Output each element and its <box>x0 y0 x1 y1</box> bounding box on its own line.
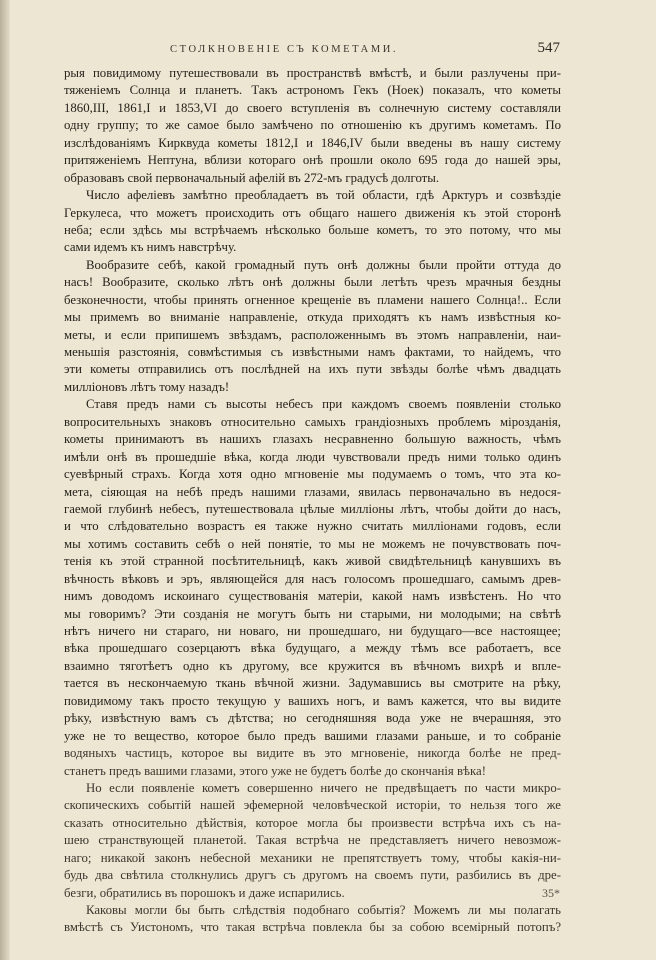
text-line: вмѣстѣ съ Уистономъ, что такая встрѣча повлекла бы за собою всемірный потопъ? <box>64 920 561 935</box>
text-line: суевѣрный страхъ. Когда хотя одно мгновеніе мы подумаемъ о томъ, что эта ко- <box>64 467 561 482</box>
text-line: шею странствующей планетой. Такая встрѣча не представляетъ ничего невозмож- <box>64 833 561 848</box>
text-line: рыя повидимому путешествовали въ пространствѣ вмѣстѣ, и были разлучены при- <box>64 66 561 80</box>
text-line: вопросительныхъ знаковъ относительно самыхъ грандіозныхъ проблемъ мірозданія, <box>64 414 561 429</box>
page-number: 547 <box>537 40 560 56</box>
text-line: взаимно тяготѣетъ одно къ другому, все кружится въ вѣчномъ вихрѣ и вплe- <box>64 658 561 673</box>
text-line: нимъ доводомъ искоинаго существованія матеріи, какой намъ извѣстенъ. Но что <box>64 589 561 604</box>
text-line: сами идемъ къ нимъ навстрѣчу. <box>64 240 237 255</box>
text-line: эти кометы отправились отъ послѣдней на ихъ пути звѣзды болѣе чѣмъ двадцать <box>64 362 561 377</box>
text-line: скопическихъ событій нашей эфемерной человѣческой исторіи, то нельзя того же <box>64 798 561 813</box>
text-line: тенія къ этой странной посѣтительницѣ, какъ живой свидѣтельницѣ канувшихъ въ <box>64 554 561 569</box>
text-line: мета, сіяющая на небѣ предъ нашими глазами, явилась первоначально въ недося- <box>64 484 561 499</box>
text-line: Число афеліевъ замѣтно преобладаетъ въ той области, гдѣ Арктуръ и созвѣздіе <box>86 188 561 203</box>
text-line: Геркулеса, что можетъ происходить отъ общаго нашего движенія къ этой сторонѣ <box>64 205 561 220</box>
text-line: вѣчность вѣковъ и эръ, являющейся для насъ голосомъ прошедшаго, самымъ древ- <box>64 571 561 586</box>
text-line: нѣтъ ничего ни стараго, ни новаго, ни прошедшаго, ни будущаго—все настоящее; <box>64 624 561 638</box>
text-line: изслѣдованіямъ Кирквуда кометы 1812,I и 1846,IV были введены въ нашу систему <box>64 135 561 150</box>
text-line: насъ! Вообразите, сколько лѣтъ онѣ должны были летѣть чрезъ мрачныя бездны <box>64 275 561 290</box>
text-line: мы хотимъ составить себѣ о ней понятіе, то мы не можемъ не почувствовать поч- <box>64 536 561 551</box>
text-line: притяженіемъ Нептуна, вблизи котораго онѣ прошли около 695 года до нашей эры, <box>64 153 561 168</box>
body-text <box>64 65 561 937</box>
text-line: и что слѣдовательно возрастъ ея также нужно считать милліонами годовъ, если <box>64 519 561 534</box>
running-head: СТОЛКНОВЕНІЕ СЪ КОМЕТАМИ. <box>170 44 399 55</box>
text-line: повидимому такъ просто текущую у вашихъ ногъ, и вамъ кажется, что вы видите <box>64 693 561 708</box>
text-line: безконечности, чтобы принять огненное крещеніе въ пламени нашего Солнца!.. Если <box>64 292 561 307</box>
text-line: водяныхъ частицъ, которое вы видите въ это мгновеніе, никогда болѣе не пред- <box>64 746 561 761</box>
text-line: вѣка прошедшаго созерцаютъ вѣка будущаго, а между тѣмъ все работаетъ, все <box>64 641 561 656</box>
page-binding-edge <box>0 0 10 960</box>
text-line: Каковы могли бы быть слѣдствія подобнаго событія? Можемъ ли мы полагать <box>86 903 561 917</box>
text-line: безги, обратились въ порошокъ и даже испарились. <box>64 885 345 900</box>
text-line: тяженіемъ Солнца и планетъ. Такъ астрономъ Гекъ (Ноек) показалъ, что кометы <box>64 83 561 98</box>
text-line: будь два свѣтила столкнулись другъ съ другомъ на своемъ пути, разбились въ дре- <box>64 868 561 883</box>
text-line: кометы принимаютъ въ нашихъ глазахъ несравненно большую важность, чѣмъ <box>64 432 561 447</box>
text-line: мы говоримъ? Эти созданія не могутъ быть ни старыми, ни молодыми; на свѣтѣ <box>64 606 561 621</box>
text-line: образовавъ свой первоначальный афелій въ 272-мъ градусѣ долготы. <box>64 170 440 185</box>
text-line: рѣку, извѣстную вамъ съ дѣтства; но сегодняшняя вода уже не вчерашняя, это <box>64 711 561 726</box>
text-line: имѣли онѣ въ прошедшіе вѣка, когда люди чувствовали предъ ними только одинъ <box>64 449 561 464</box>
signature-mark: 35* <box>542 886 560 900</box>
text-line: меты, и если припишемъ звѣздамъ, расположеннымъ въ этомъ направленіи, наи- <box>64 327 561 342</box>
page-header <box>100 40 560 60</box>
text-line: Ставя предъ нами съ высоты небесъ при каждомъ своемъ появленіи столько <box>86 397 561 412</box>
text-line: наго; никакой законъ небесной механики не препятствуетъ тому, чтобы какія-ни- <box>64 850 561 865</box>
text-line: неба; если здѣсь мы встрѣчаемъ нѣсколько больше кометъ, то это потому, что мы <box>64 222 561 237</box>
text-line: одну группу; то же самое было замѣчено по отношенію къ другимъ кометамъ. По <box>64 118 561 133</box>
text-line: гаемой глубинѣ небесъ, путешествовала цѣлые милліоны лѣтъ, чтобы дойти до насъ, <box>64 501 561 516</box>
text-line: Вообразите себѣ, какой громадный путь онѣ должны были пройти оттуда до <box>86 257 561 272</box>
text-line: 1860,III, 1861,I и 1853,VI до своего вступленія въ солнечную систему составляли <box>64 100 561 115</box>
text-line: меньшія разстоянія, совмѣстимыя съ извѣстными намъ фактами, то найдемъ, что <box>64 345 561 359</box>
text-line: станетъ предъ вашими глазами, этого уже не будетъ болѣе до скончанія вѣка! <box>64 763 486 778</box>
text-line: уже не то вещество, которое было предъ вашими глазами раньше, и то собраніе <box>64 728 561 743</box>
text-line: милліоновъ лѣтъ тому назадъ! <box>64 379 230 394</box>
text-line: мы примемъ во вниманіе направленіе, откуда приходятъ къ намъ извѣстныя ко- <box>64 310 561 325</box>
text-line: Но если появленіе кометъ совершенно ничего не предвѣщаетъ по части микро- <box>86 780 561 795</box>
text-line: тается въ нескончаемую ткань вѣчной жизни. Задумавшись вы смотрите на рѣку, <box>64 676 561 691</box>
text-line: сказать относительно дѣйствія, которое могла бы произвести встрѣча ихъ съ на- <box>64 815 561 830</box>
